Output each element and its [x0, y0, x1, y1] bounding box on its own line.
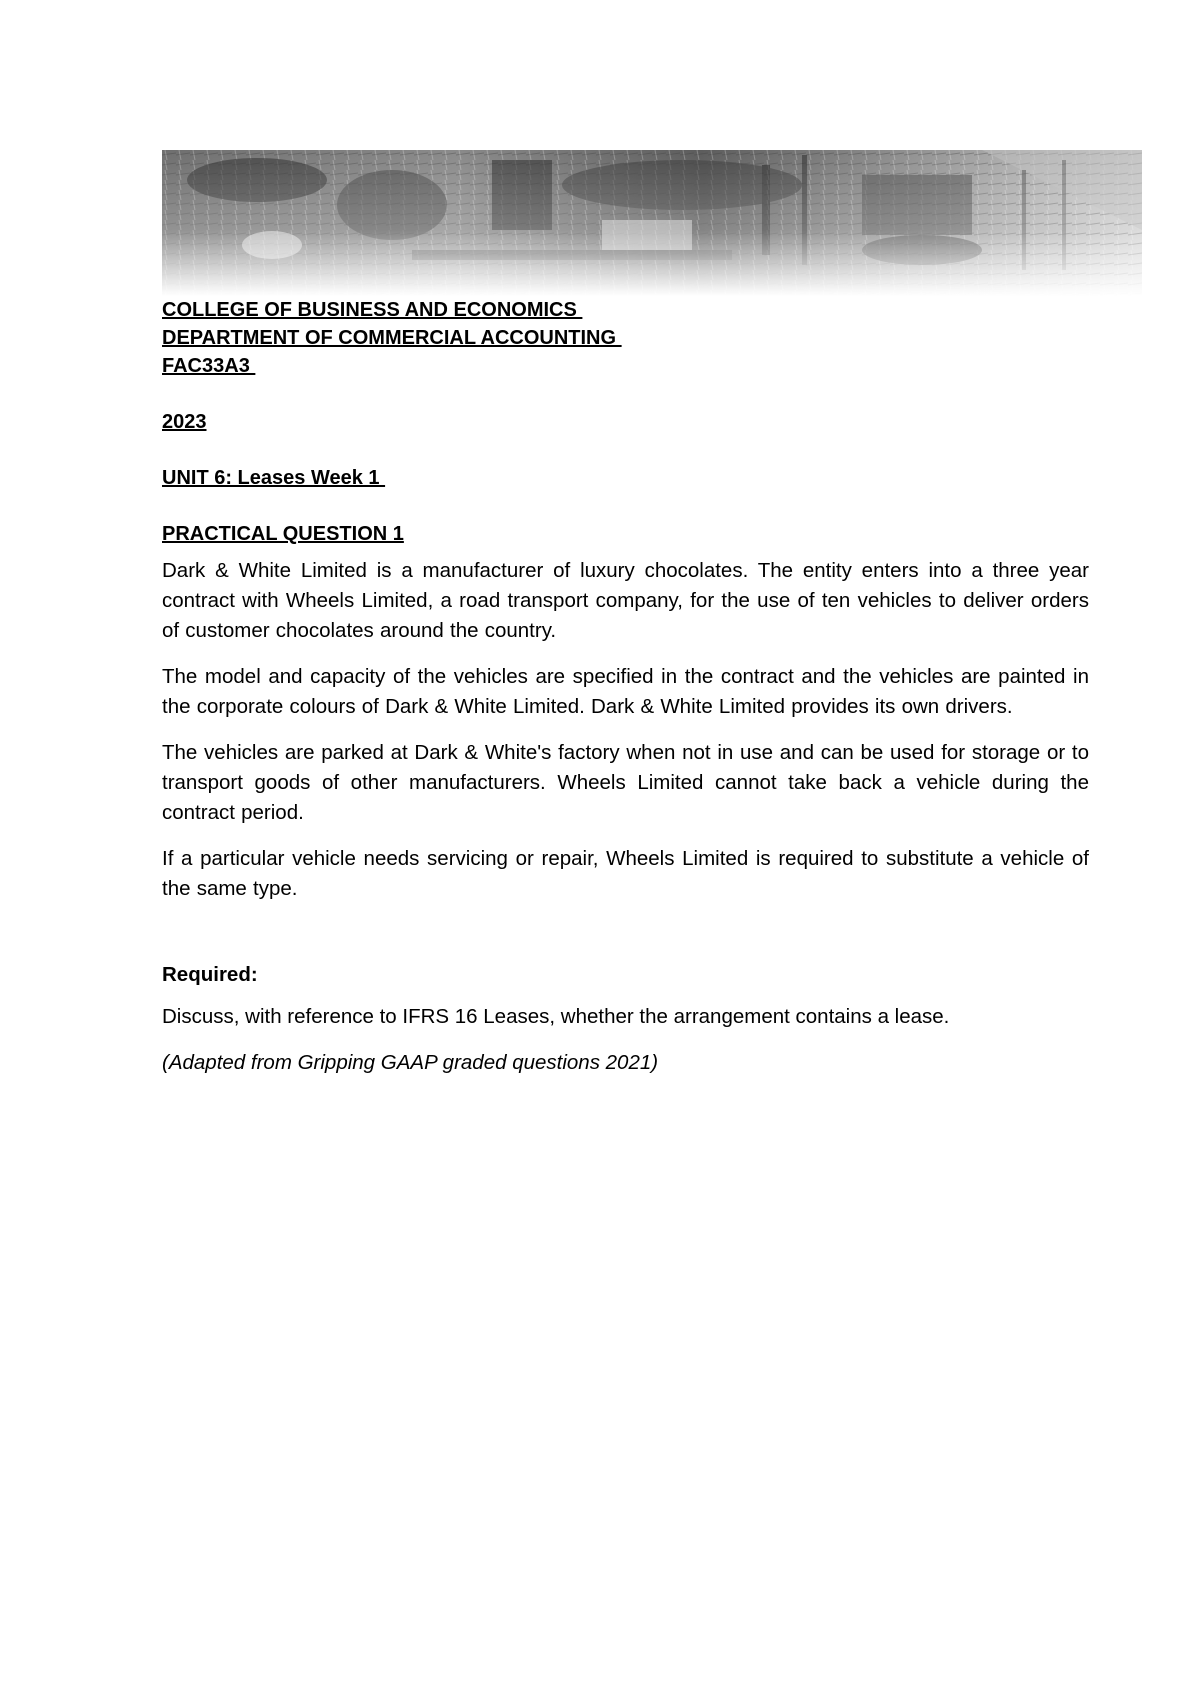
- question-paragraph: The model and capacity of the vehicles are specified in the contract and the vehicles are painted in the corporate colours of Dark & White Limited. Dark & White Limited provides its own drivers.: [162, 665, 1089, 718]
- header-banner-image: [162, 150, 1142, 296]
- question-title: PRACTICAL QUESTION 1: [162, 523, 404, 545]
- year-heading: 2023: [162, 411, 207, 433]
- college-name: COLLEGE OF BUSINESS AND ECONOMICS: [162, 299, 583, 321]
- required-label: Required:: [162, 963, 258, 986]
- question-paragraph: If a particular vehicle needs servicing or repair, Wheels Limited is required to substitute a vehicle of the same type.: [162, 847, 1089, 900]
- module-code: FAC33A3: [162, 355, 256, 377]
- required-task: Discuss, with reference to IFRS 16 Leases, whether the arrangement contains a lease.: [162, 1005, 950, 1028]
- question-paragraph: Dark & White Limited is a manufacturer of luxury chocolates. The entity enters into a three year contract with Wheels Limited, a road transport company, for the use of ten vehicles to deliver orders of customer chocolates around the country.: [162, 559, 1089, 642]
- document-body: [162, 296, 1089, 1078]
- banner-photo: [162, 150, 1142, 296]
- unit-heading: UNIT 6: Leases Week 1: [162, 467, 386, 489]
- question-paragraph: The vehicles are parked at Dark & White's factory when not in use and can be used for storage or to transport goods of other manufacturers. Wheels Limited cannot take back a vehicle during the contract period.: [162, 741, 1089, 824]
- department-name: DEPARTMENT OF COMMERCIAL ACCOUNTING: [162, 327, 622, 349]
- source-citation: (Adapted from Gripping GAAP graded questions 2021): [162, 1051, 659, 1074]
